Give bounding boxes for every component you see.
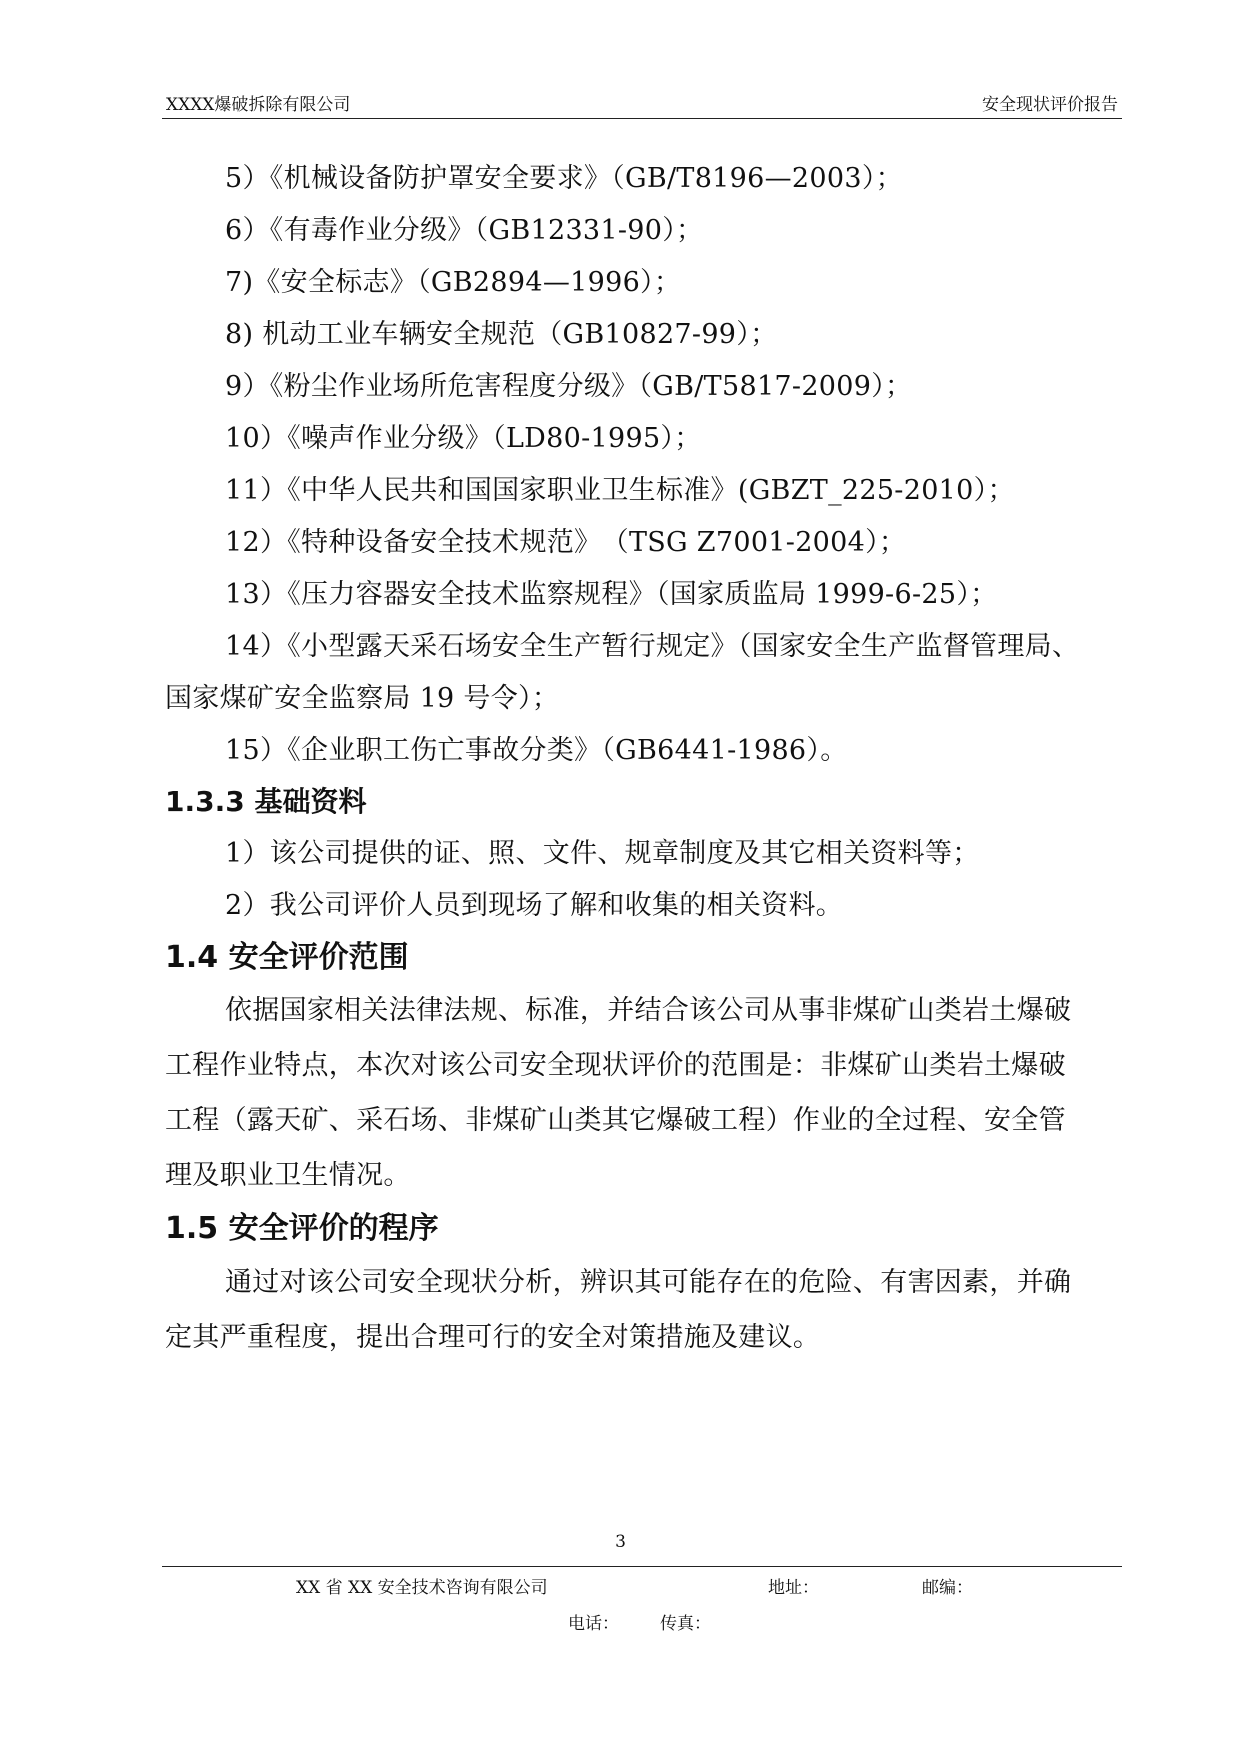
reference-item: 5）《机械设备防护罩安全要求》（GB/T8196—2003）； xyxy=(225,163,903,194)
footer-divider xyxy=(162,1566,1122,1567)
footer-company: XX 省 XX 安全技术咨询有限公司 xyxy=(296,1578,548,1598)
header-company-name: XXXX爆破拆除有限公司 xyxy=(166,95,351,115)
page-number: 3 xyxy=(615,1532,626,1552)
reference-item: 9）《粉尘作业场所危害程度分级》（GB/T5817-2009）； xyxy=(225,371,913,402)
reference-item: 8) 机动工业车辆安全规范（GB10827-99）； xyxy=(225,319,778,350)
footer-phone: 电话： xyxy=(568,1614,619,1634)
section-heading-1-4: 1.4 安全评价范围 xyxy=(165,940,409,975)
footer-address: 地址： xyxy=(768,1578,819,1598)
paragraph-line: 通过对该公司安全现状分析，辨识其可能存在的危险、有害因素，并确 xyxy=(225,1267,1072,1298)
reference-item: 13）《压力容器安全技术监察规程》（国家质监局 1999-6-25）； xyxy=(225,579,998,610)
reference-item-continuation: 国家煤矿安全监察局 19 号令）； xyxy=(165,683,560,714)
paragraph-line: 工程（露天矿、采石场、非煤矿山类其它爆破工程）作业的全过程、安全管 xyxy=(165,1105,1066,1136)
section-heading-1-5: 1.5 安全评价的程序 xyxy=(165,1211,439,1246)
footer-fax: 传真： xyxy=(660,1614,711,1634)
list-item: 2）我公司评价人员到现场了解和收集的相关资料。 xyxy=(225,890,844,921)
header-report-title: 安全现状评价报告 xyxy=(982,95,1118,115)
reference-item: 12）《特种设备安全技术规范》 （TSG Z7001-2004）； xyxy=(225,527,907,558)
reference-item: 10）《噪声作业分级》（LD80-1995）； xyxy=(225,423,702,454)
paragraph-line: 工程作业特点，本次对该公司安全现状评价的范围是：非煤矿山类岩土爆破 xyxy=(165,1050,1066,1081)
paragraph-line: 理及职业卫生情况。 xyxy=(165,1160,411,1191)
list-item: 1）该公司提供的证、照、文件、规章制度及其它相关资料等； xyxy=(225,838,980,869)
reference-item: 11）《中华人民共和国国家职业卫生标准》(GBZT_225-2010）； xyxy=(225,475,1015,506)
footer-postcode: 邮编： xyxy=(922,1578,973,1598)
reference-item: 6）《有毒作业分级》（GB12331-90）； xyxy=(225,215,704,246)
page-header xyxy=(162,86,1122,119)
paragraph-line: 定其严重程度，提出合理可行的安全对策措施及建议。 xyxy=(165,1322,821,1353)
section-heading-1-3-3: 1.3.3 基础资料 xyxy=(165,785,367,818)
reference-item: 7)《安全标志》（GB2894—1996）； xyxy=(225,267,682,298)
paragraph-line: 依据国家相关法律法规、标准，并结合该公司从事非煤矿山类岩土爆破 xyxy=(225,995,1072,1026)
reference-item: 14）《小型露天采石场安全生产暂行规定》（国家安全生产监督管理局、 xyxy=(225,631,1080,662)
reference-item: 15）《企业职工伤亡事故分类》（GB6441-1986）。 xyxy=(225,735,848,766)
